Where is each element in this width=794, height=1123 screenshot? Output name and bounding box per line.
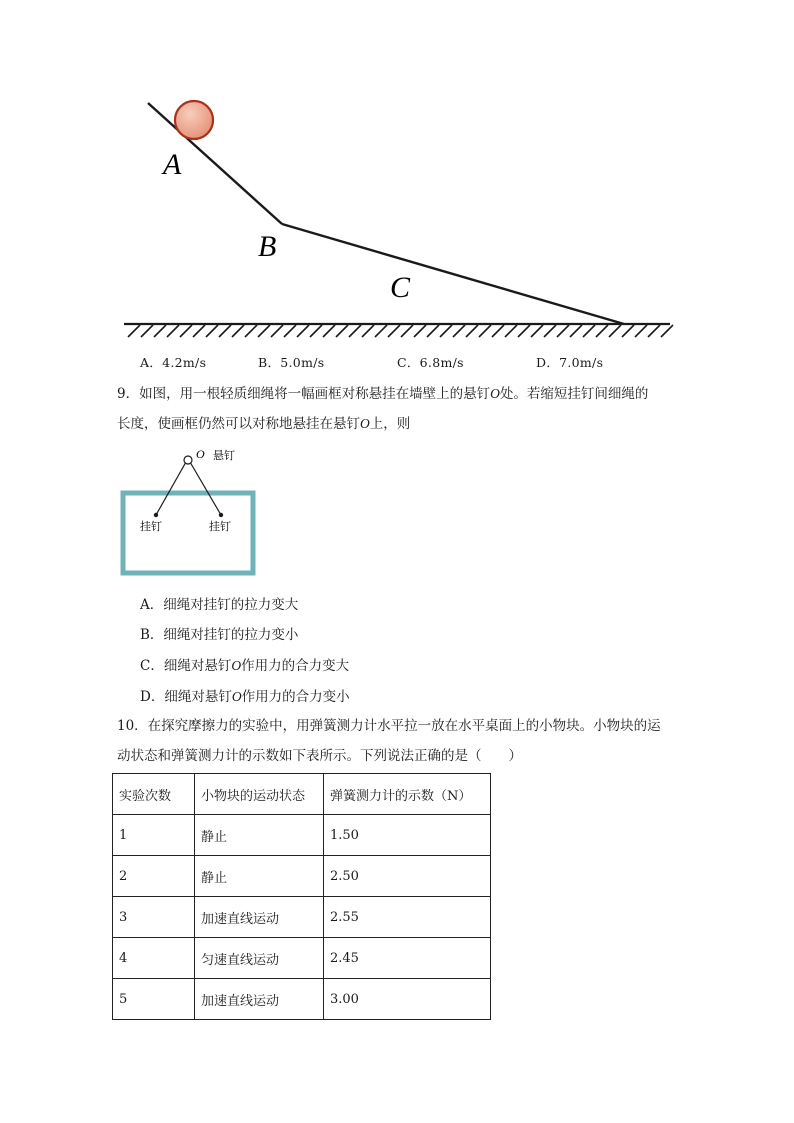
ground-hatching (128, 325, 673, 337)
q9-option-a: A．细绳对挂钉的拉力变大 (140, 597, 299, 613)
nail-o (184, 456, 192, 464)
nail-label: 悬钉 (213, 449, 235, 462)
table-cell: 5 (113, 979, 195, 1020)
picture-frame-figure (110, 444, 280, 584)
q9-stem-line1: 9．如图，用一根轻质细绳将一幅画框对称悬挂在墙壁上的悬钉O处。若缩短挂钉间细绳的 (117, 386, 649, 402)
q8-option-a: A．4.2m/s (140, 355, 207, 370)
table-cell: 1 (113, 815, 195, 856)
q9-option-b: B．细绳对挂钉的拉力变小 (140, 627, 299, 643)
table-cell: 加速直线运动 (195, 979, 324, 1020)
table-cell: 3 (113, 897, 195, 938)
table-cell: 4 (113, 938, 195, 979)
picture-frame (123, 493, 253, 573)
q8-option-d: D．7.0m/s (536, 355, 604, 370)
label-c: C (390, 271, 411, 304)
slope-lower-line (282, 224, 624, 324)
hook-left (154, 513, 158, 517)
q9-option-c: C．细绳对悬钉O作用力的合力变大 (140, 658, 350, 674)
table-cell: 加速直线运动 (195, 897, 324, 938)
label-b: B (258, 230, 277, 263)
slope-diagram (0, 0, 794, 350)
table-cell: 3.00 (324, 979, 491, 1020)
rope-right (190, 462, 221, 515)
hook-left-label: 挂钉 (140, 520, 162, 533)
table-header-row (113, 774, 491, 815)
rope-left (156, 462, 186, 515)
q10-stem-line1: 10．在探究摩擦力的实验中，用弹簧测力计水平拉一放在水平桌面上的小物块。小物块的运 (117, 718, 661, 734)
q9-option-d: D．细绳对悬钉O作用力的合力变小 (140, 689, 350, 705)
ball (175, 101, 213, 139)
table-cell: 1.50 (324, 815, 491, 856)
label-a: A (163, 148, 182, 181)
o-label: O (196, 447, 205, 461)
hook-right-label: 挂钉 (209, 520, 231, 533)
table-cell: 静止 (195, 856, 324, 897)
table-row (113, 897, 491, 938)
table-row (113, 938, 491, 979)
data-table (112, 773, 491, 1020)
table-cell: 2.55 (324, 897, 491, 938)
table-row (113, 856, 491, 897)
table-header-cell: 弹簧测力计的示数（N） (324, 774, 491, 815)
q10-stem-line2: 动状态和弹簧测力计的示数如下表所示。下列说法正确的是（ ） (117, 748, 522, 764)
table-cell: 2.50 (324, 856, 491, 897)
table-cell: 2 (113, 856, 195, 897)
hook-right (219, 513, 223, 517)
table-cell: 静止 (195, 815, 324, 856)
q8-option-c: C．6.8m/s (397, 355, 464, 370)
table-cell: 匀速直线运动 (195, 938, 324, 979)
q8-option-b: B．5.0m/s (258, 355, 325, 370)
table-header-cell: 小物块的运动状态 (195, 774, 324, 815)
q9-stem-line2: 长度，使画框仍然可以对称地悬挂在悬钉O上，则 (117, 416, 411, 432)
table-header-cell: 实验次数 (113, 774, 195, 815)
table-row (113, 815, 491, 856)
table-cell: 2.45 (324, 938, 491, 979)
table-row (113, 979, 491, 1020)
